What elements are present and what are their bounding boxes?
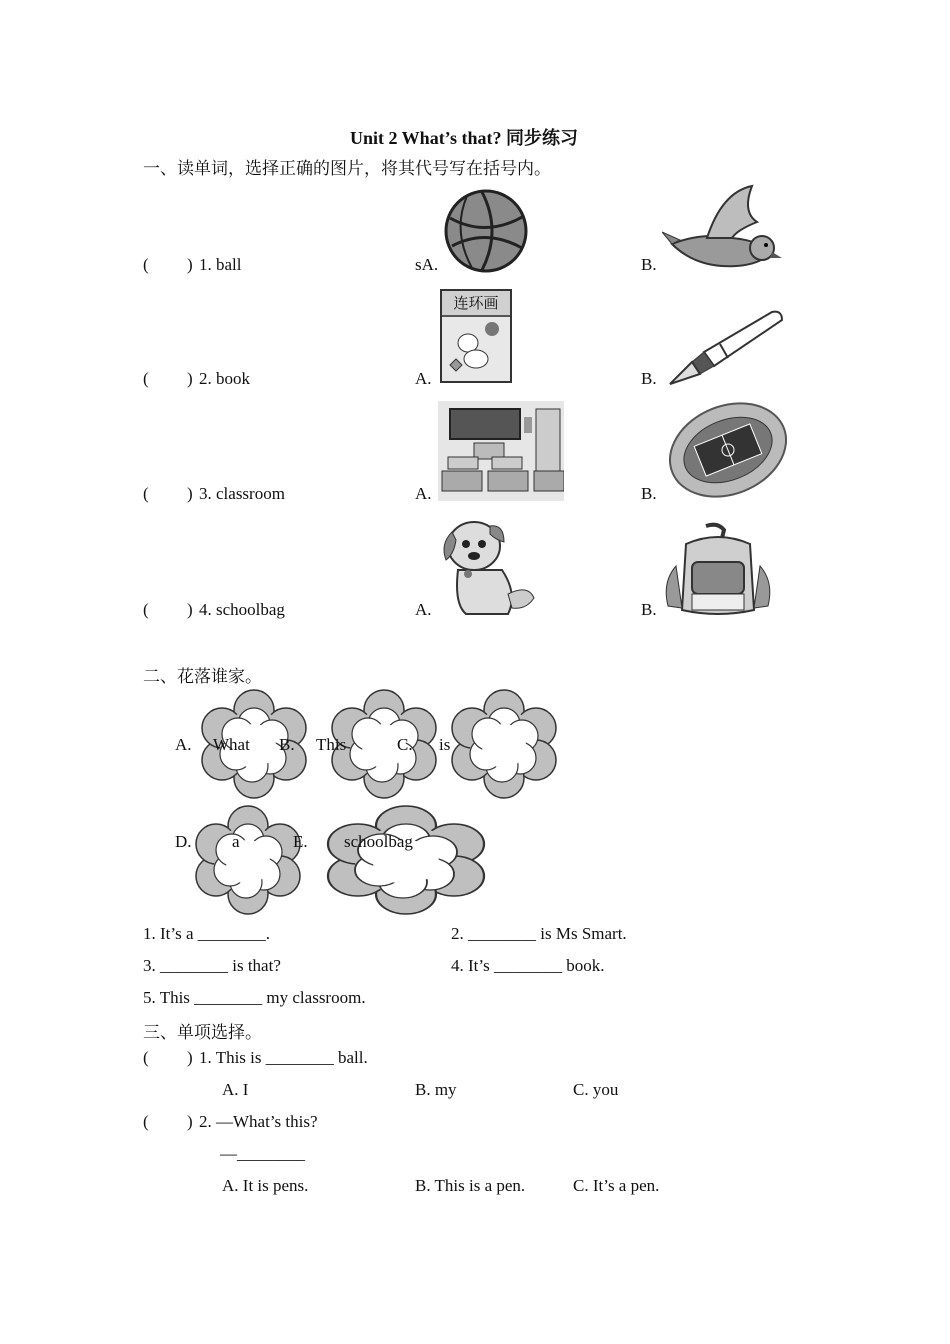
section1-heading: 一、读单词，选择正确的图片，将其代号写在括号内。 <box>143 159 551 178</box>
flower-c-letter: C. <box>397 735 413 754</box>
flower-b-shape <box>332 690 436 798</box>
paren-close: ) <box>187 255 193 274</box>
flower-b-letter: B. <box>279 735 295 754</box>
paren-open: ( <box>143 600 149 619</box>
paren-close: ) <box>187 600 193 619</box>
flower-a-word: What <box>213 735 250 754</box>
q1-option-a: A. I <box>222 1080 249 1099</box>
q2-answer-line: —________ <box>220 1144 305 1163</box>
flower-d-shape <box>196 806 300 914</box>
question-2-stem: 2. —What’s this? <box>199 1112 318 1131</box>
q2-option-a: A. It is pens. <box>222 1176 309 1195</box>
flower-e-word: schoolbag <box>344 832 413 851</box>
flower-d-letter: D. <box>175 832 192 851</box>
q2-option-c: C. It’s a pen. <box>573 1176 660 1195</box>
word-label: 4. schoolbag <box>199 600 285 619</box>
fill-sentence-1: 1. It’s a ________. <box>143 924 271 943</box>
option-b-label: B. <box>641 600 657 619</box>
q2-option-b: B. This is a pen. <box>415 1176 526 1195</box>
word-label: 3. classroom <box>199 484 285 503</box>
paren-open: ( <box>143 1112 149 1131</box>
fill-sentence-5: 5. This ________ my classroom. <box>143 988 366 1007</box>
option-b-label: B. <box>641 369 657 388</box>
book-cover-text: 连环画 <box>442 291 510 317</box>
word-label: 1. ball <box>199 255 242 274</box>
paren-close: ) <box>187 369 193 388</box>
paren-open: ( <box>143 484 149 503</box>
flower-d-word: a <box>232 832 240 851</box>
option-a-label: sA. <box>415 255 439 274</box>
question-1-stem: 1. This is ________ ball. <box>199 1048 368 1067</box>
section3-heading: 三、单项选择。 <box>143 1023 262 1042</box>
word-label: 2. book <box>199 369 250 388</box>
section2-heading: 二、花落谁家。 <box>143 667 262 686</box>
option-b-label: B. <box>641 255 657 274</box>
page-title: Unit 2 What’s that? 同步练习 <box>350 128 579 148</box>
q1-option-b: B. my <box>415 1080 457 1099</box>
fill-sentence-3: 3. ________ is that? <box>143 956 281 975</box>
flower-b-word: This <box>316 735 347 754</box>
flower-e-letter: E. <box>293 832 308 851</box>
paren-open: ( <box>143 255 149 274</box>
option-b-label: B. <box>641 484 657 503</box>
paren-close: ) <box>187 1048 193 1067</box>
paren-open: ( <box>143 1048 149 1067</box>
fill-sentence-4: 4. It’s ________ book. <box>451 956 605 975</box>
flower-c-word: is <box>439 735 451 754</box>
paren-close: ) <box>187 484 193 503</box>
flower-a-letter: A. <box>175 735 192 754</box>
paren-open: ( <box>143 369 149 388</box>
paren-close: ) <box>187 1112 193 1131</box>
option-a-label: A. <box>415 484 432 503</box>
q1-option-c: C. you <box>573 1080 619 1099</box>
flower-e-shape <box>328 806 484 914</box>
flower-c-shape <box>452 690 556 798</box>
option-a-label: A. <box>415 600 432 619</box>
option-a-label: A. <box>415 369 432 388</box>
fill-sentence-2: 2. ________ is Ms Smart. <box>451 924 627 943</box>
